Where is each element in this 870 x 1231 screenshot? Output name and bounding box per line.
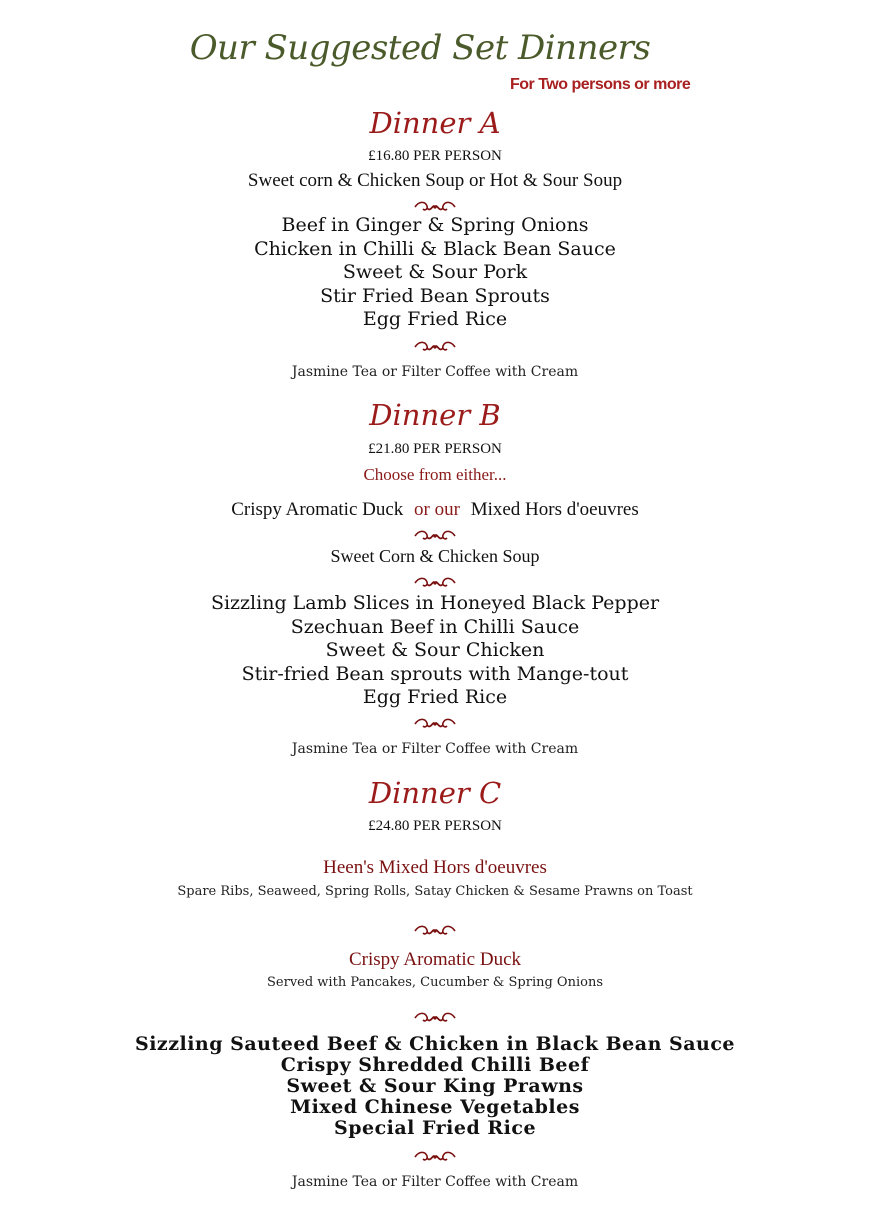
list-item: Sweet & Sour King Prawns — [286, 1075, 584, 1097]
divider-ornament — [0, 528, 870, 544]
dinner-c-duck-title: Crispy Aromatic Duck — [348, 949, 522, 970]
divider-ornament — [0, 1149, 870, 1165]
list-item: Chicken in Chilli & Black Bean Sauce — [254, 237, 616, 260]
dinner-c-duck-desc: Served with Pancakes, Cucumber & Spring Onions — [267, 975, 603, 990]
dinner-c-hors-title: Heen's Mixed Hors d'oeuvres — [323, 857, 547, 878]
scroll-ornament-icon — [0, 575, 870, 591]
list-item: Stir-fried Bean sprouts with Mange-tout — [241, 662, 629, 685]
dinner-a-mains — [0, 214, 870, 332]
list-item: Mixed Chinese Vegetables — [290, 1096, 580, 1118]
list-item: Egg Fried Rice — [362, 686, 508, 708]
dinner-c-drinks: Jasmine Tea or Filter Coffee with Cream — [291, 1174, 579, 1190]
divider-ornament — [0, 923, 870, 939]
dinner-c-price: £24.80 PER PERSON — [368, 818, 502, 834]
scroll-ornament-icon — [0, 528, 870, 544]
list-item: Sizzling Sauteed Beef & Chicken in Black Bean Sauce — [134, 1033, 736, 1055]
list-item: Sizzling Lamb Slices in Honeyed Black Pepper — [210, 592, 660, 614]
starter-option-duck: Crispy Aromatic Duck — [231, 499, 404, 520]
dinner-a-price: £16.80 PER PERSON — [368, 148, 502, 164]
scroll-ornament-icon — [0, 923, 870, 939]
menu-title: Our Suggested Set Dinners — [189, 28, 651, 68]
list-item: Crispy Shredded Chilli Beef — [280, 1054, 590, 1076]
starter-or: or our — [414, 499, 460, 520]
list-item: Szechuan Beef in Chilli Sauce — [290, 615, 580, 638]
scroll-ornament-icon — [0, 339, 870, 355]
dinner-c-hors-desc: Spare Ribs, Seaweed, Spring Rolls, Satay Chicken & Sesame Prawns on Toast — [177, 884, 693, 899]
divider-ornament — [0, 199, 870, 215]
dinner-b-soup: Sweet Corn & Chicken Soup — [330, 546, 540, 566]
dinner-b-drinks: Jasmine Tea or Filter Coffee with Cream — [291, 741, 579, 757]
dinner-b-title: Dinner B — [369, 398, 501, 432]
dinner-c-mains — [0, 1034, 870, 1139]
starter-option-hors: Mixed Hors d'oeuvres — [470, 499, 639, 520]
list-item: Beef in Ginger & Spring Onions — [281, 214, 589, 236]
divider-ornament — [0, 1010, 870, 1026]
menu-subtitle: For Two persons or more — [510, 76, 691, 93]
dinner-c-title: Dinner C — [368, 776, 502, 810]
list-item: Special Fried Rice — [333, 1117, 537, 1139]
scroll-ornament-icon — [0, 716, 870, 732]
dinner-a-starter: Sweet corn & Chicken Soup or Hot & Sour Soup — [247, 170, 623, 191]
dinner-a-drinks: Jasmine Tea or Filter Coffee with Cream — [291, 364, 579, 380]
list-item: Stir Fried Bean Sprouts — [320, 284, 550, 307]
divider-ornament — [0, 339, 870, 355]
dinner-b-starter-choice — [0, 499, 870, 521]
dinner-b-choose: Choose from either... — [363, 465, 507, 484]
scroll-ornament-icon — [0, 1010, 870, 1026]
list-item: Sweet & Sour Chicken — [325, 639, 545, 661]
scroll-ornament-icon — [0, 199, 870, 215]
dinner-a-title: Dinner A — [369, 106, 501, 140]
list-item: Sweet & Sour Pork — [342, 261, 528, 283]
list-item: Egg Fried Rice — [362, 308, 508, 330]
dinner-b-mains — [0, 592, 870, 710]
scroll-ornament-icon — [0, 1149, 870, 1165]
divider-ornament — [0, 716, 870, 732]
divider-ornament — [0, 575, 870, 591]
dinner-b-price: £21.80 PER PERSON — [368, 441, 502, 457]
